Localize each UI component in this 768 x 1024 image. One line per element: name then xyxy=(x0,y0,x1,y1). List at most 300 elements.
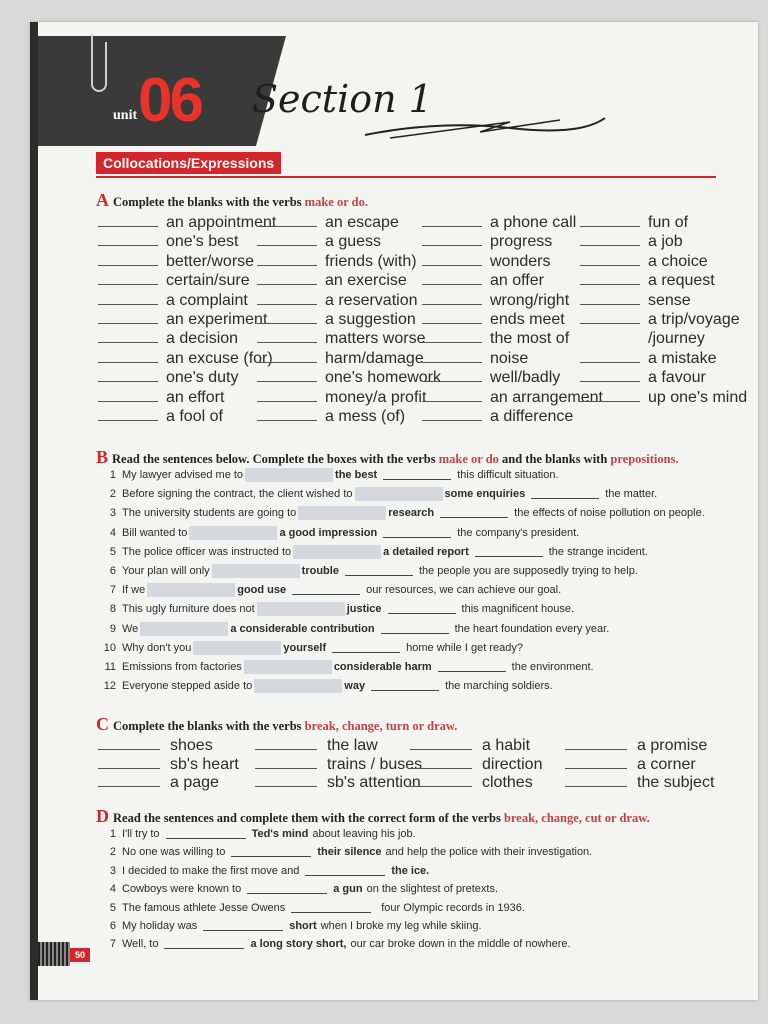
collocation-item xyxy=(98,756,239,774)
answer-blank[interactable] xyxy=(422,372,482,382)
collocation-item xyxy=(257,214,399,232)
sentence-text: about leaving his job. xyxy=(312,828,416,840)
answer-blank[interactable] xyxy=(410,777,472,787)
scribble-decoration xyxy=(360,110,610,140)
collocation-text: the most of xyxy=(490,330,570,348)
answer-blank[interactable] xyxy=(98,236,158,246)
collocation-item xyxy=(98,408,223,426)
sentence-text: the strange incident. xyxy=(548,545,648,558)
collocation-text: a trip/voyage xyxy=(648,311,740,328)
answer-blank[interactable] xyxy=(257,275,317,285)
sentence-text: My lawyer advised me to xyxy=(122,469,244,481)
collocation-item xyxy=(422,214,576,232)
collocation-text: a job xyxy=(648,233,683,251)
section-letter: A xyxy=(96,190,109,210)
sentence-text: four Olympic records in 1936. xyxy=(381,901,525,914)
sentence-keyword: a good impression xyxy=(279,526,378,539)
verb-blank[interactable] xyxy=(291,903,371,913)
answer-box[interactable] xyxy=(298,506,386,520)
answer-blank[interactable] xyxy=(98,333,158,343)
sentence-text: No one was willing to xyxy=(122,846,226,859)
collocation-item xyxy=(255,756,422,774)
answer-blank[interactable] xyxy=(580,295,640,305)
answer-blank[interactable] xyxy=(257,256,317,266)
sentence-keyword: their silence xyxy=(317,846,382,859)
answer-blank[interactable] xyxy=(257,333,317,343)
sentence-text: the marching soldiers. xyxy=(445,680,553,693)
answer-blank[interactable] xyxy=(98,295,158,305)
collocation-item xyxy=(98,214,276,232)
sentence-text: the people you are supposedly trying to help. xyxy=(418,565,638,577)
answer-blank[interactable] xyxy=(98,314,158,324)
answer-blank[interactable] xyxy=(422,217,482,227)
collocation-text: an excuse (for) xyxy=(166,349,273,367)
collocation-item xyxy=(257,233,381,251)
collocation-item xyxy=(565,756,696,774)
sentence-text: The university students are going to xyxy=(122,507,297,520)
verb-blank[interactable] xyxy=(305,866,385,876)
sentence-keyword: considerable harm xyxy=(333,661,432,673)
sentence-number: 9 xyxy=(109,622,116,635)
answer-blank[interactable] xyxy=(98,372,158,382)
answer-blank[interactable] xyxy=(257,217,317,227)
sentence-text: when I broke my leg while skiing. xyxy=(320,920,482,932)
answer-box[interactable] xyxy=(355,487,443,501)
collocation-item xyxy=(580,369,706,387)
collocation-text: an arrangement xyxy=(490,388,603,406)
preposition-blank[interactable] xyxy=(292,585,360,595)
sentence-row xyxy=(98,583,561,597)
collocation-text: a reservation xyxy=(325,291,418,309)
collocation-item xyxy=(580,214,688,232)
collocation-item xyxy=(98,292,248,310)
collocation-item xyxy=(257,389,426,407)
collocation-text: a mistake xyxy=(648,349,717,367)
collocation-text: a favour xyxy=(648,369,706,387)
workbook-page xyxy=(30,22,758,1000)
collocation-text: direction xyxy=(482,755,543,773)
section-letter: C xyxy=(96,714,109,734)
answer-blank[interactable] xyxy=(255,759,317,769)
collocation-text: wonders xyxy=(490,252,551,270)
answer-blank[interactable] xyxy=(565,740,627,750)
collocation-text: a suggestion xyxy=(325,311,416,328)
answer-box[interactable] xyxy=(244,660,332,674)
preposition-blank[interactable] xyxy=(475,547,543,557)
sentence-text: the matter. xyxy=(605,488,658,501)
collocation-item xyxy=(580,311,740,329)
verb-blank[interactable] xyxy=(231,847,311,857)
collocation-text: the law xyxy=(327,737,378,754)
answer-blank[interactable] xyxy=(98,353,158,363)
sentence-number: 6 xyxy=(109,920,116,932)
sentence-row xyxy=(98,487,657,501)
verb-blank[interactable] xyxy=(166,829,246,839)
collocation-text: a phone call xyxy=(490,214,577,231)
sentence-keyword: Ted's mind xyxy=(251,828,309,840)
sentence-number: 3 xyxy=(109,864,116,877)
answer-blank[interactable] xyxy=(98,411,158,421)
section-title: Section 1 xyxy=(252,77,433,121)
answer-blank[interactable] xyxy=(422,256,482,266)
collocation-item xyxy=(257,369,441,387)
sentence-number: 7 xyxy=(109,584,116,597)
sentence-text: the heart foundation every year. xyxy=(454,622,610,635)
sentence-text: If we xyxy=(122,584,146,597)
collocation-text: the subject xyxy=(637,774,715,792)
answer-blank[interactable] xyxy=(255,740,317,750)
collocation-text: wrong/right xyxy=(490,291,570,309)
sentence-row xyxy=(98,660,594,674)
collocation-text: clothes xyxy=(482,774,533,792)
preposition-blank[interactable] xyxy=(383,528,451,538)
sentence-text: Your plan will only xyxy=(122,565,210,577)
answer-blank[interactable] xyxy=(422,236,482,246)
answer-blank[interactable] xyxy=(580,314,640,324)
section-letter: D xyxy=(96,806,109,826)
sentence-number: 1 xyxy=(109,469,116,481)
answer-blank[interactable] xyxy=(98,217,158,227)
collocation-item xyxy=(257,272,407,290)
collocation-item xyxy=(98,253,254,271)
answer-blank[interactable] xyxy=(410,740,472,750)
sentence-text: I decided to make the first move and xyxy=(122,864,300,877)
page-spine xyxy=(30,22,38,1000)
section-d-heading: D Read the sentences and complete them with the correct form of the verbs break, change, cut or draw. xyxy=(96,806,650,826)
collocation-text: matters worse xyxy=(325,330,426,348)
collocation-text: a complaint xyxy=(166,291,248,309)
tag-underline xyxy=(96,176,716,178)
sentence-text: and help the police with their investigation. xyxy=(385,846,593,859)
collocation-item xyxy=(98,311,267,329)
unit-number: 06 xyxy=(138,66,201,135)
collocation-text: an experiment xyxy=(166,311,268,328)
sentence-text: My holiday was xyxy=(122,920,198,932)
sentence-number: 7 xyxy=(109,938,116,951)
answer-blank[interactable] xyxy=(98,256,158,266)
answer-blank[interactable] xyxy=(98,392,158,402)
sentence-row xyxy=(98,865,429,877)
collocation-text: a habit xyxy=(482,737,531,754)
sentence-text: Cowboys were known to xyxy=(122,883,242,896)
verb-blank[interactable] xyxy=(247,884,327,894)
answer-blank[interactable] xyxy=(257,314,317,324)
collocation-text: a request xyxy=(648,272,715,290)
collocation-item xyxy=(98,369,238,387)
collocation-item xyxy=(422,369,560,387)
answer-blank[interactable] xyxy=(257,372,317,382)
collocation-item xyxy=(257,253,417,271)
collocation-item xyxy=(98,233,238,251)
answer-blank[interactable] xyxy=(580,372,640,382)
sentence-text: our resources, we can achieve our goal. xyxy=(366,584,562,597)
sentence-number: 6 xyxy=(109,565,116,577)
answer-blank[interactable] xyxy=(422,411,482,421)
sentence-text: Before signing the contract, the client wished to xyxy=(122,488,353,501)
collocation-text: a page xyxy=(170,774,219,792)
sentence-row xyxy=(98,468,559,482)
answer-blank[interactable] xyxy=(422,333,482,343)
sentence-text: The police officer was instructed to xyxy=(122,545,292,558)
preposition-blank[interactable] xyxy=(440,508,508,518)
sentence-number: 12 xyxy=(103,680,116,693)
collocation-item xyxy=(422,292,569,310)
collocation-text: better/worse xyxy=(166,252,255,270)
topic-tag: Collocations/Expressions xyxy=(96,152,281,174)
sentence-keyword: the best xyxy=(335,469,378,481)
collocation-text: one's homework xyxy=(325,369,441,387)
answer-blank[interactable] xyxy=(98,740,160,750)
collocation-text: friends (with) xyxy=(325,252,417,270)
sentence-text: We xyxy=(122,622,139,635)
sentence-keyword: short xyxy=(289,920,317,932)
collocation-item xyxy=(422,272,544,290)
collocation-item xyxy=(422,350,528,368)
sentence-keyword: justice xyxy=(346,603,382,616)
sentence-text: the environment. xyxy=(511,661,594,673)
section-b-heading: B Read the sentences below. Complete the boxes with the verbs make or do and the blanks with prepositions. xyxy=(96,447,679,467)
sentence-number: 4 xyxy=(109,526,116,539)
collocation-item xyxy=(257,292,418,310)
preposition-blank[interactable] xyxy=(531,489,599,499)
sentence-number: 5 xyxy=(109,545,116,558)
collocation-item xyxy=(422,233,552,251)
answer-blank[interactable] xyxy=(565,759,627,769)
sentence-text: Everyone stepped aside to xyxy=(122,680,253,693)
sentence-number: 8 xyxy=(109,603,116,616)
collocation-item xyxy=(98,737,213,755)
sentence-number: 5 xyxy=(109,901,116,914)
preposition-blank[interactable] xyxy=(332,643,400,653)
sentence-keyword: yourself xyxy=(283,641,327,654)
sentence-text: our car broke down in the middle of nowhere. xyxy=(350,938,571,951)
collocation-item xyxy=(98,330,238,348)
sentence-row xyxy=(98,679,553,693)
answer-blank[interactable] xyxy=(580,392,640,402)
collocation-item xyxy=(257,311,416,329)
answer-blank[interactable] xyxy=(422,275,482,285)
verb-blank[interactable] xyxy=(203,921,283,931)
sentence-number: 4 xyxy=(109,883,116,896)
answer-box[interactable] xyxy=(212,564,300,578)
sentence-row xyxy=(98,920,482,932)
preposition-blank[interactable] xyxy=(381,624,449,634)
collocation-text: a choice xyxy=(648,252,708,270)
answer-blank[interactable] xyxy=(580,236,640,246)
collocation-item xyxy=(580,292,691,310)
sentence-number: 10 xyxy=(103,641,116,654)
answer-blank[interactable] xyxy=(257,392,317,402)
sentence-row xyxy=(98,564,638,578)
collocation-text: a fool of xyxy=(166,408,223,425)
sentence-keyword: research xyxy=(388,507,435,520)
collocation-text: an effort xyxy=(166,388,225,406)
sentence-row xyxy=(98,545,648,559)
answer-blank[interactable] xyxy=(580,256,640,266)
answer-blank[interactable] xyxy=(422,314,482,324)
answer-blank[interactable] xyxy=(98,759,160,769)
collocation-item xyxy=(98,389,224,407)
collocation-item xyxy=(580,350,716,368)
section-a-heading: A Complete the blanks with the verbs make or do. xyxy=(96,190,368,210)
preposition-blank[interactable] xyxy=(388,604,456,614)
collocation-text: a guess xyxy=(325,233,382,251)
collocation-item xyxy=(422,389,603,407)
section-letter: B xyxy=(96,447,109,467)
collocation-text: an escape xyxy=(325,214,399,231)
collocation-item xyxy=(257,330,425,348)
sentence-keyword: good use xyxy=(237,584,287,597)
collocation-item xyxy=(580,253,708,271)
collocation-item xyxy=(98,272,250,290)
answer-box[interactable] xyxy=(147,583,235,597)
sentence-keyword: way xyxy=(344,680,366,693)
page-number: 50 xyxy=(70,948,90,962)
preposition-blank[interactable] xyxy=(383,470,451,480)
sentence-keyword: some enquiries xyxy=(444,488,526,501)
collocation-item xyxy=(255,737,378,755)
collocation-item xyxy=(580,272,715,290)
collocation-text: money/a profit xyxy=(325,388,427,406)
answer-box[interactable] xyxy=(140,622,228,636)
sentence-text: I'll try to xyxy=(122,828,160,840)
sentence-text: Well, to xyxy=(122,938,159,951)
answer-blank[interactable] xyxy=(422,392,482,402)
answer-box[interactable] xyxy=(189,526,277,540)
sentence-number: 1 xyxy=(109,828,116,840)
collocation-text: progress xyxy=(490,233,553,251)
answer-blank[interactable] xyxy=(580,353,640,363)
preposition-blank[interactable] xyxy=(438,662,506,672)
sentence-row xyxy=(98,902,525,914)
section-c-heading: C Complete the blanks with the verbs break, change, turn or draw. xyxy=(96,714,458,734)
sentence-text: this magnificent house. xyxy=(461,603,575,616)
answer-blank[interactable] xyxy=(580,275,640,285)
answer-box[interactable] xyxy=(245,468,333,482)
sentence-text: on the slightest of pretexts. xyxy=(366,883,499,896)
paperclip-icon xyxy=(88,32,110,102)
preposition-blank[interactable] xyxy=(371,681,439,691)
collocation-text: sb's heart xyxy=(170,755,239,773)
collocation-text: a mess (of) xyxy=(325,408,406,425)
collocation-text: one's duty xyxy=(166,369,239,387)
collocation-item xyxy=(410,756,542,774)
collocation-text: one's best xyxy=(166,233,239,251)
collocation-text: noise xyxy=(490,349,529,367)
collocation-item xyxy=(98,350,273,368)
collocation-text: up one's mind xyxy=(648,388,748,406)
answer-box[interactable] xyxy=(193,641,281,655)
sentence-number: 11 xyxy=(104,661,116,673)
collocation-item xyxy=(422,311,565,329)
verb-blank[interactable] xyxy=(164,939,244,949)
collocation-text: ends meet xyxy=(490,311,565,328)
answer-blank[interactable] xyxy=(255,777,317,787)
answer-blank[interactable] xyxy=(410,759,472,769)
answer-blank[interactable] xyxy=(257,295,317,305)
answer-blank[interactable] xyxy=(257,411,317,421)
sentence-text: Why don't you xyxy=(122,641,192,654)
sentence-row xyxy=(98,938,571,950)
sentence-row xyxy=(98,602,574,616)
collocation-item xyxy=(410,774,533,792)
collocation-text: shoes xyxy=(170,737,213,754)
sentence-keyword: trouble xyxy=(301,565,339,577)
sentence-keyword: a gun xyxy=(333,883,363,896)
sentence-text: the company's president. xyxy=(457,526,580,539)
collocation-item xyxy=(565,774,714,792)
answer-blank[interactable] xyxy=(422,353,482,363)
collocation-text: an exercise xyxy=(325,272,407,290)
collocation-item xyxy=(422,330,569,348)
sentence-row xyxy=(98,641,523,655)
collocation-item xyxy=(410,737,530,755)
collocation-text: a corner xyxy=(637,755,696,773)
answer-blank[interactable] xyxy=(257,353,317,363)
preposition-blank[interactable] xyxy=(345,566,413,576)
answer-blank[interactable] xyxy=(422,295,482,305)
sentence-keyword: a long story short, xyxy=(250,938,347,951)
collocation-item xyxy=(98,774,219,792)
answer-box[interactable] xyxy=(293,545,381,559)
collocation-item xyxy=(422,253,550,271)
sentence-row xyxy=(98,506,705,520)
sentence-row xyxy=(98,828,416,840)
collocation-item xyxy=(255,774,421,792)
sentence-text: this difficult situation. xyxy=(457,469,559,481)
sentence-row xyxy=(98,883,498,895)
answer-box[interactable] xyxy=(254,679,342,693)
collocation-text: harm/damage xyxy=(325,349,424,367)
collocation-item xyxy=(580,389,747,407)
answer-blank[interactable] xyxy=(565,777,627,787)
collocation-text: well/badly xyxy=(490,369,561,387)
sentence-keyword: the ice. xyxy=(391,864,430,877)
answer-blank[interactable] xyxy=(257,236,317,246)
collocation-item xyxy=(580,330,705,348)
collocation-item xyxy=(422,408,573,426)
answer-blank[interactable] xyxy=(98,777,160,787)
collocation-text: sb's attention xyxy=(327,774,421,792)
collocation-item xyxy=(257,350,424,368)
sentence-text: Emissions from factories xyxy=(122,661,242,673)
collocation-text: an appointment xyxy=(166,214,277,231)
collocation-text: /journey xyxy=(648,330,705,348)
answer-blank[interactable] xyxy=(98,275,158,285)
sentence-text: home while I get ready? xyxy=(406,641,523,654)
collocation-text: an offer xyxy=(490,272,544,290)
sentence-text: the effects of noise pollution on people. xyxy=(514,507,705,520)
collocation-text: a decision xyxy=(166,330,239,348)
page-edge-decoration xyxy=(38,942,70,966)
collocation-text: a promise xyxy=(637,737,708,754)
collocation-text: a difference xyxy=(490,408,574,425)
sentence-row xyxy=(98,526,579,540)
answer-blank[interactable] xyxy=(580,217,640,227)
sentence-number: 2 xyxy=(109,488,116,501)
sentence-number: 2 xyxy=(109,846,116,859)
sentence-number: 3 xyxy=(109,507,116,520)
collocation-text: fun of xyxy=(648,214,689,231)
sentence-text: This ugly furniture does not xyxy=(122,603,255,616)
answer-box[interactable] xyxy=(257,602,345,616)
collocation-item xyxy=(580,233,683,251)
unit-label: unit xyxy=(113,108,138,123)
sentence-keyword: a considerable contribution xyxy=(230,622,375,635)
sentence-text: Bill wanted to xyxy=(122,526,188,539)
sentence-row xyxy=(98,622,609,636)
collocation-text: trains / buses xyxy=(327,755,423,773)
